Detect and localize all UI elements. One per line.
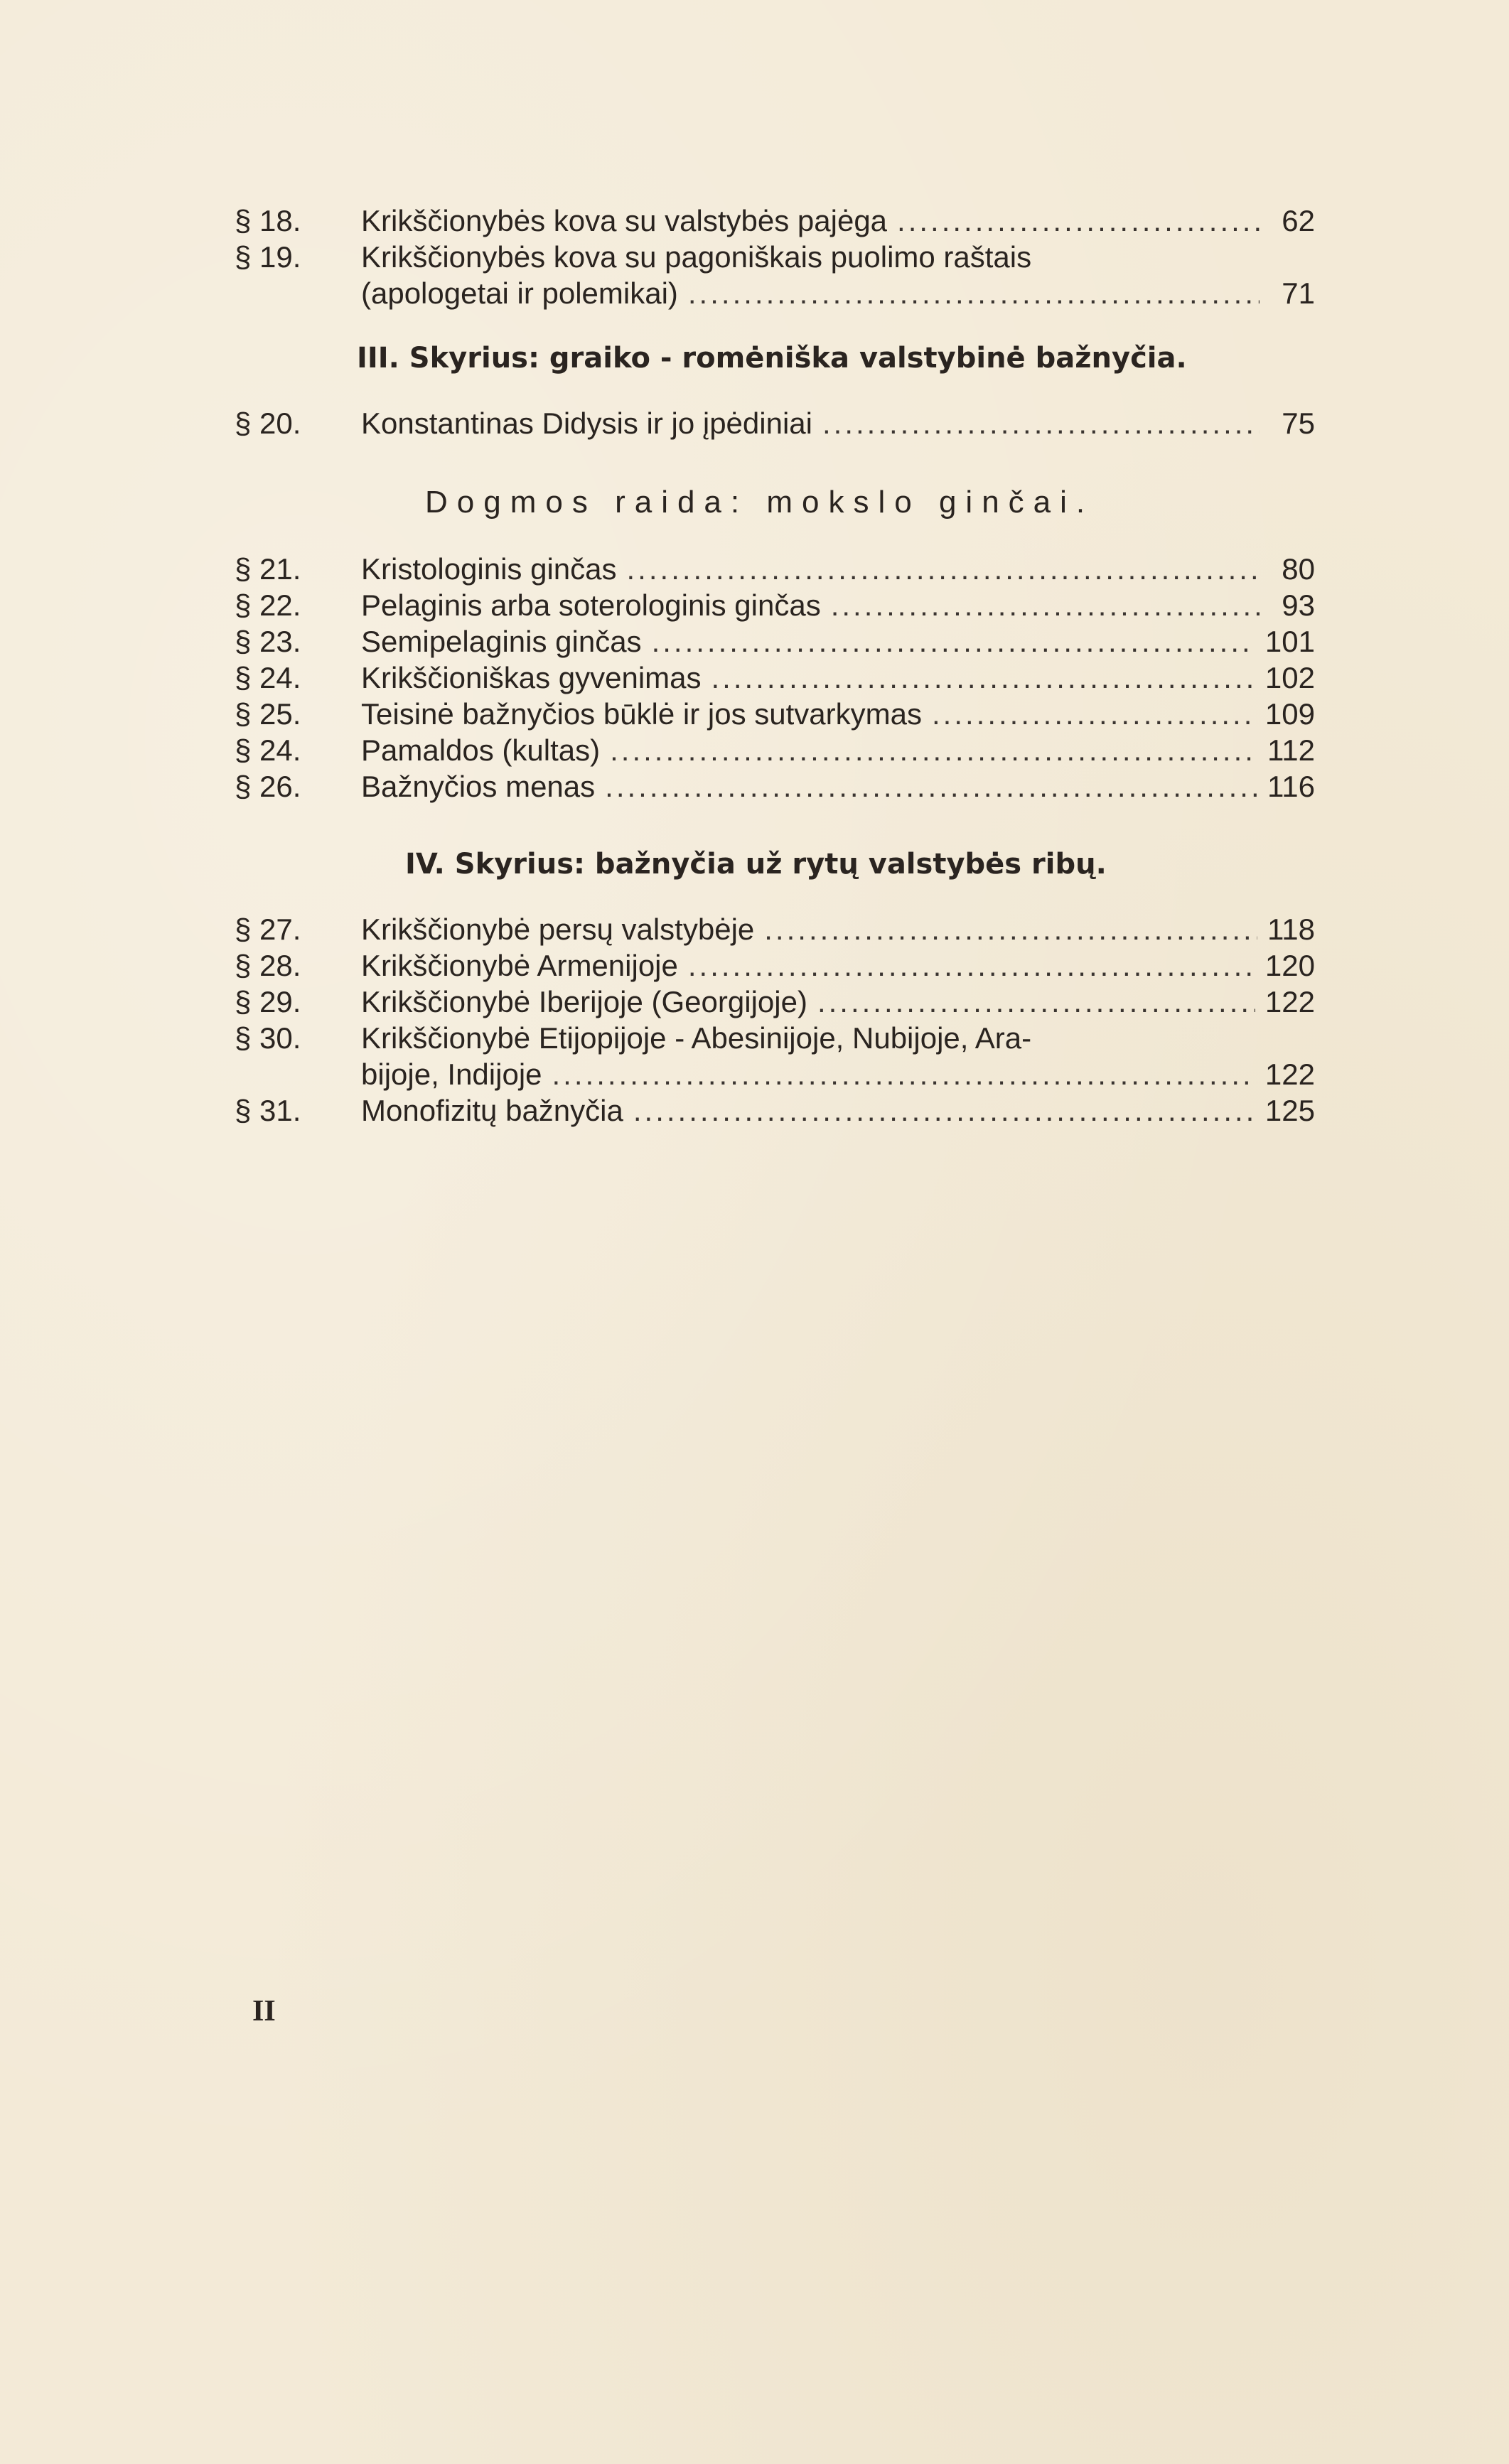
section-number: § 22. (235, 588, 301, 622)
entry-title: (apologetai ir polemikai) (361, 276, 678, 310)
entry-title: Krikščionybės kova su valstybės pajėga (361, 204, 888, 237)
page-number: 93 (1282, 588, 1315, 622)
entry-title: Bažnyčios menas (361, 770, 596, 803)
section-number: § 24. (235, 733, 301, 767)
section-number: § 29. (235, 985, 301, 1018)
toc-entry (235, 768, 1315, 805)
page-number: 112 (1267, 733, 1315, 767)
dot-leader (688, 275, 1260, 311)
dot-leader (822, 405, 1260, 441)
entry-title: Semipelaginis ginčas (361, 625, 642, 658)
dot-leader (652, 623, 1255, 660)
dot-leader (552, 1056, 1255, 1092)
entry-title: Konstantinas Didysis ir jo įpėdiniai (361, 407, 812, 440)
page-number: 125 (1264, 1094, 1315, 1127)
dot-leader (605, 768, 1257, 805)
entry-title: Krikščionybė persų valstybėje (361, 913, 755, 946)
page-number: 122 (1264, 985, 1315, 1018)
dot-leader (610, 732, 1257, 768)
toc-entry (235, 623, 1315, 660)
toc-entry (235, 203, 1315, 239)
toc-entry (235, 660, 1315, 696)
dot-leader (711, 660, 1255, 696)
toc-entry (235, 551, 1315, 587)
dot-leader (633, 1092, 1255, 1129)
page-label: II (252, 1995, 276, 2028)
section-number: § 31. (235, 1094, 301, 1127)
entry-title: Pelaginis arba soterologinis ginčas (361, 588, 821, 622)
section-number: § 25. (235, 697, 301, 731)
section-number: § 30. (235, 1021, 301, 1055)
subheading: Dogmos raida: mokslo ginčai. (425, 485, 1095, 520)
toc-entry (235, 696, 1315, 732)
toc-entry (235, 587, 1315, 623)
page-number: 75 (1282, 407, 1315, 440)
entry-title: Kristologinis ginčas (361, 552, 617, 586)
entry-title-line1: Krikščionybės kova su pagoniškais puolimo raštais (361, 240, 1032, 274)
section-number: § 24. (235, 661, 301, 694)
page-number: 116 (1267, 770, 1315, 803)
chapter-heading: III. Skyrius: graiko - romėniška valstybinė bažnyčia. (357, 342, 1187, 375)
page-number: 118 (1267, 913, 1315, 946)
section-number: § 23. (235, 625, 301, 658)
page-number: 71 (1282, 276, 1315, 310)
entry-title: Monofizitų bažnyčia (361, 1094, 623, 1127)
entry-title-line1: Krikščionybė Etijopijoje - Abesinijoje, Nubijoje, Ara- (361, 1021, 1032, 1055)
entry-title: Krikščionybė Iberijoje (Georgijoje) (361, 985, 807, 1018)
entry-title: Krikščioniškas gyvenimas (361, 661, 702, 694)
section-number: § 26. (235, 770, 301, 803)
toc-entry (235, 911, 1315, 947)
entry-title: Pamaldos (kultas) (361, 733, 601, 767)
entry-title: Krikščionybė Armenijoje (361, 949, 678, 982)
page-number: 101 (1264, 625, 1315, 658)
section-number: § 21. (235, 552, 301, 586)
page-number: 102 (1264, 661, 1315, 694)
page-number: 109 (1264, 697, 1315, 731)
dot-leader (831, 587, 1260, 623)
section-number: § 18. (235, 204, 301, 237)
toc-entry (235, 732, 1315, 768)
dot-leader (932, 696, 1255, 732)
toc-entry (235, 947, 1315, 984)
dot-leader (688, 947, 1255, 984)
toc-entry (235, 984, 1315, 1020)
table-of-contents (235, 203, 1315, 1129)
toc-entry (235, 239, 1315, 311)
page-number: 122 (1264, 1058, 1315, 1091)
dot-leader (897, 203, 1260, 239)
dot-leader (627, 551, 1260, 587)
toc-entry (235, 405, 1315, 441)
entry-title: bijoje, Indijoje (361, 1058, 542, 1091)
page-number: 120 (1264, 949, 1315, 982)
page-number: 80 (1282, 552, 1315, 586)
section-number: § 20. (235, 407, 301, 440)
section-number: § 27. (235, 913, 301, 946)
toc-entry (235, 1020, 1315, 1092)
page-number: 62 (1282, 204, 1315, 237)
chapter-heading: IV. Skyrius: bažnyčia už rytų valstybės ribų. (405, 848, 1107, 881)
section-number: § 28. (235, 949, 301, 982)
dot-leader (764, 911, 1257, 947)
toc-entry (235, 1092, 1315, 1129)
dot-leader (817, 984, 1255, 1020)
section-number: § 19. (235, 240, 301, 274)
entry-title: Teisinė bažnyčios būklė ir jos sutvarkymas (361, 697, 922, 731)
